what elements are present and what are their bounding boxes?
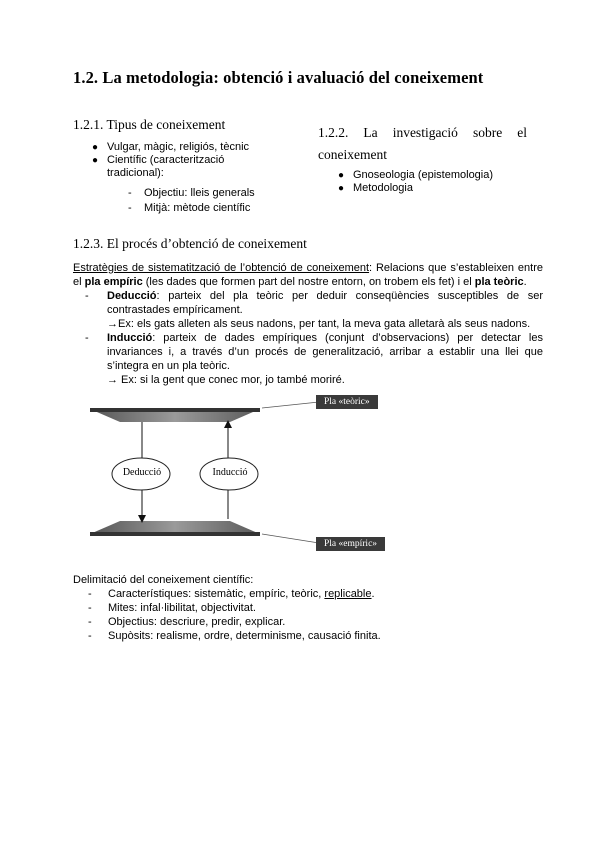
list-item: - Objectius: descriure, predir, explicar. (88, 616, 286, 628)
theoretical-plane-label: Pla «teòric» (316, 395, 378, 409)
empirical-plane-label: Pla «empíric» (316, 537, 385, 551)
list-item: ● Gnoseologia (epistemologia) (338, 169, 494, 181)
deduction-node-label: Deducció (122, 467, 162, 478)
induction-node-label: Inducció (212, 467, 248, 478)
delimitation-heading: Delimitació del coneixement científic: (73, 574, 254, 586)
page-title: 1.2. La metodologia: obtenció i avaluació del coneixement (73, 68, 484, 87)
list-item: - Supòsits: realisme, ordre, determinisme, causació finita. (88, 630, 381, 642)
empirical-plane (90, 521, 260, 536)
bottom-label-leader (262, 534, 319, 543)
list-item-deduccio: - Deducció: parteix del pla teòric per deduir conseqüències susceptibles de ser contrastades empíricament. →Ex: els gats alleten als seus nadons, per tant, la meva gata alletarà als seus nadons. (85, 290, 543, 330)
list-item-cont: tradicional): (107, 167, 164, 179)
strategies-paragraph: Estratègies de sistematització de l’obtenció de coneixement: Relacions que s’estableixen entre el pla empíric (les dades que formen part del nostre entorn, on trobem els fet) i el pla teòric. (73, 262, 543, 288)
knowledge-types-list (91, 141, 301, 180)
section-heading-1-2-2: 1.2.2. La investigació sobre el coneixement (318, 125, 527, 162)
section-heading-1-2-1: 1.2.1. Tipus de coneixement (73, 117, 226, 132)
theoretical-plane (90, 408, 260, 422)
list-item: ● Metodologia (338, 182, 413, 194)
list-item: ● Científic (caracterització (92, 154, 225, 166)
list-item: - Mitjà: mètode científic (128, 202, 251, 214)
delimitation-list (88, 587, 543, 643)
section-heading-1-2-3: 1.2.3. El procés d’obtenció de coneixement (73, 236, 307, 251)
list-item-induccio: - Inducció: parteix de dades empíriques (conjunt d’observacions) per detectar les invariances i, a través d’un procés de generalització, arribar a establir una llei que s’integra en un pla teòric. → Ex: si la gent que conec mor, jo també moriré. (85, 332, 543, 386)
list-item: ● Vulgar, màgic, religiós, tècnic (92, 141, 250, 153)
scientific-sublist (127, 186, 307, 216)
list-item: - Objectiu: lleis generals (128, 187, 255, 199)
list-item: - Característiques: sistemàtic, empíric, teòric, replicable. (88, 588, 375, 600)
top-label-leader (262, 402, 319, 408)
investigation-list (337, 169, 547, 195)
methods-list (85, 289, 543, 387)
list-item: - Mites: infal·libilitat, objectivitat. (88, 602, 256, 614)
